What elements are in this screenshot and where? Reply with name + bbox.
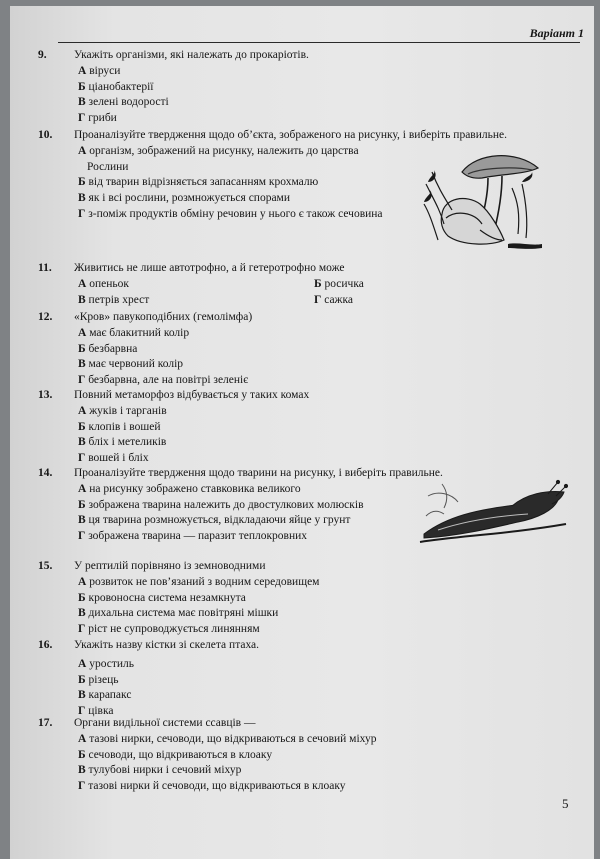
option-a[interactable]: А уростиль	[78, 657, 134, 670]
option-b[interactable]: Б безбарвна	[78, 342, 138, 355]
option-g[interactable]: Г тазові нирки й сечоводи, що відкриваються в клоаку	[78, 780, 346, 793]
question-number: 16.	[38, 639, 53, 651]
option-a[interactable]: А на рисунку зображено ставковика великого	[78, 482, 301, 495]
question-number: 14.	[38, 467, 53, 479]
question-text: Укажіть назву кістки зі скелета птаха.	[74, 639, 260, 651]
question-number: 12.	[38, 311, 53, 323]
question-text: Проаналізуйте твердження щодо тварини на рисунку, і виберіть правильне.	[74, 467, 443, 479]
option-v[interactable]: В карапакс	[78, 689, 132, 702]
option-g[interactable]: Г ріст не супроводжується линянням	[78, 623, 260, 636]
option-g[interactable]: Г з-поміж продуктів обміну речовин у нього є також сечовина	[78, 207, 383, 220]
option-g[interactable]: Г вошей і бліх	[78, 452, 149, 465]
option-g[interactable]: Г зображена тварина — паразит теплокровних	[78, 530, 308, 543]
option-b[interactable]: Б сечоводи, що відкриваються в клоаку	[78, 748, 273, 761]
mushroom-illustration	[422, 144, 550, 254]
question-text: Повний метаморфоз відбувається у таких комах	[74, 389, 310, 401]
question-number: 15.	[38, 560, 53, 572]
option-v[interactable]: В дихальна система має повітряні мішки	[78, 607, 279, 620]
option-g[interactable]: Г сажка	[314, 293, 354, 306]
question-number: 17.	[38, 717, 53, 729]
option-b[interactable]: Б від тварин відрізняється запасанням крохмалю	[78, 176, 319, 189]
question-text: «Кров» павукоподібних (гемолімфа)	[74, 311, 253, 323]
option-g[interactable]: Г безбарвна, але на повітрі зеленіє	[78, 374, 249, 387]
question-text: Органи видільної системи ссавців —	[74, 717, 256, 729]
question-text: Проаналізуйте твердження щодо об’єкта, зображеного на рисунку, і виберіть правильне.	[74, 129, 508, 141]
option-v[interactable]: В має червоний колір	[78, 358, 184, 371]
option-a[interactable]: А віруси	[78, 64, 121, 77]
option-v[interactable]: В тулубові нирки і сечовий міхур	[78, 764, 242, 777]
question-number: 10.	[38, 129, 53, 141]
question-number: 11.	[38, 262, 52, 274]
option-b[interactable]: Б ціанобактерії	[78, 80, 154, 93]
option-a[interactable]: А тазові нирки, сечоводи, що відкриваються в сечовий міхур	[78, 732, 377, 745]
slug-illustration	[418, 476, 568, 546]
option-a[interactable]: А має блакитний колір	[78, 326, 190, 339]
question-number: 9.	[38, 49, 47, 61]
variant-label: Варіант 1	[529, 26, 584, 40]
question-text: У рептилій порівняно із земноводними	[74, 560, 266, 572]
question-text: Укажіть організми, які належать до прокаріотів.	[74, 49, 309, 61]
option-a[interactable]: А опеньок	[78, 277, 129, 290]
option-g[interactable]: Г цівка	[78, 705, 114, 718]
option-v[interactable]: В петрів хрест	[78, 293, 150, 306]
option-b[interactable]: Б зображена тварина належить до двостулкових молюсків	[78, 498, 364, 511]
test-page	[10, 6, 594, 859]
option-v[interactable]: В зелені водорості	[78, 96, 169, 109]
option-a-continuation: Рослини	[87, 160, 129, 173]
option-g[interactable]: Г гриби	[78, 112, 117, 125]
option-a[interactable]: А організм, зображений на рисунку, належить до царства	[78, 144, 359, 157]
page-number: 5	[562, 796, 569, 811]
option-b[interactable]: Б кровоносна система незамкнута	[78, 591, 246, 604]
question-number: 13.	[38, 389, 53, 401]
question-text: Живитись не лише автотрофно, а й гетеротрофно може	[74, 262, 345, 274]
option-v[interactable]: В як і всі рослини, розмножується спорами	[78, 192, 290, 205]
option-v[interactable]: В ця тварина розмножується, відкладаючи яйце у грунт	[78, 514, 351, 527]
option-v[interactable]: В бліх і метеликів	[78, 436, 167, 449]
option-a[interactable]: А жуків і тарганів	[78, 404, 167, 417]
option-a[interactable]: А розвиток не пов’язаний з водним середовищем	[78, 575, 320, 588]
header-rule	[58, 42, 580, 43]
option-b[interactable]: Б росичка	[314, 277, 364, 290]
option-b[interactable]: Б клопів і вошей	[78, 420, 161, 433]
option-b[interactable]: Б різець	[78, 673, 119, 686]
